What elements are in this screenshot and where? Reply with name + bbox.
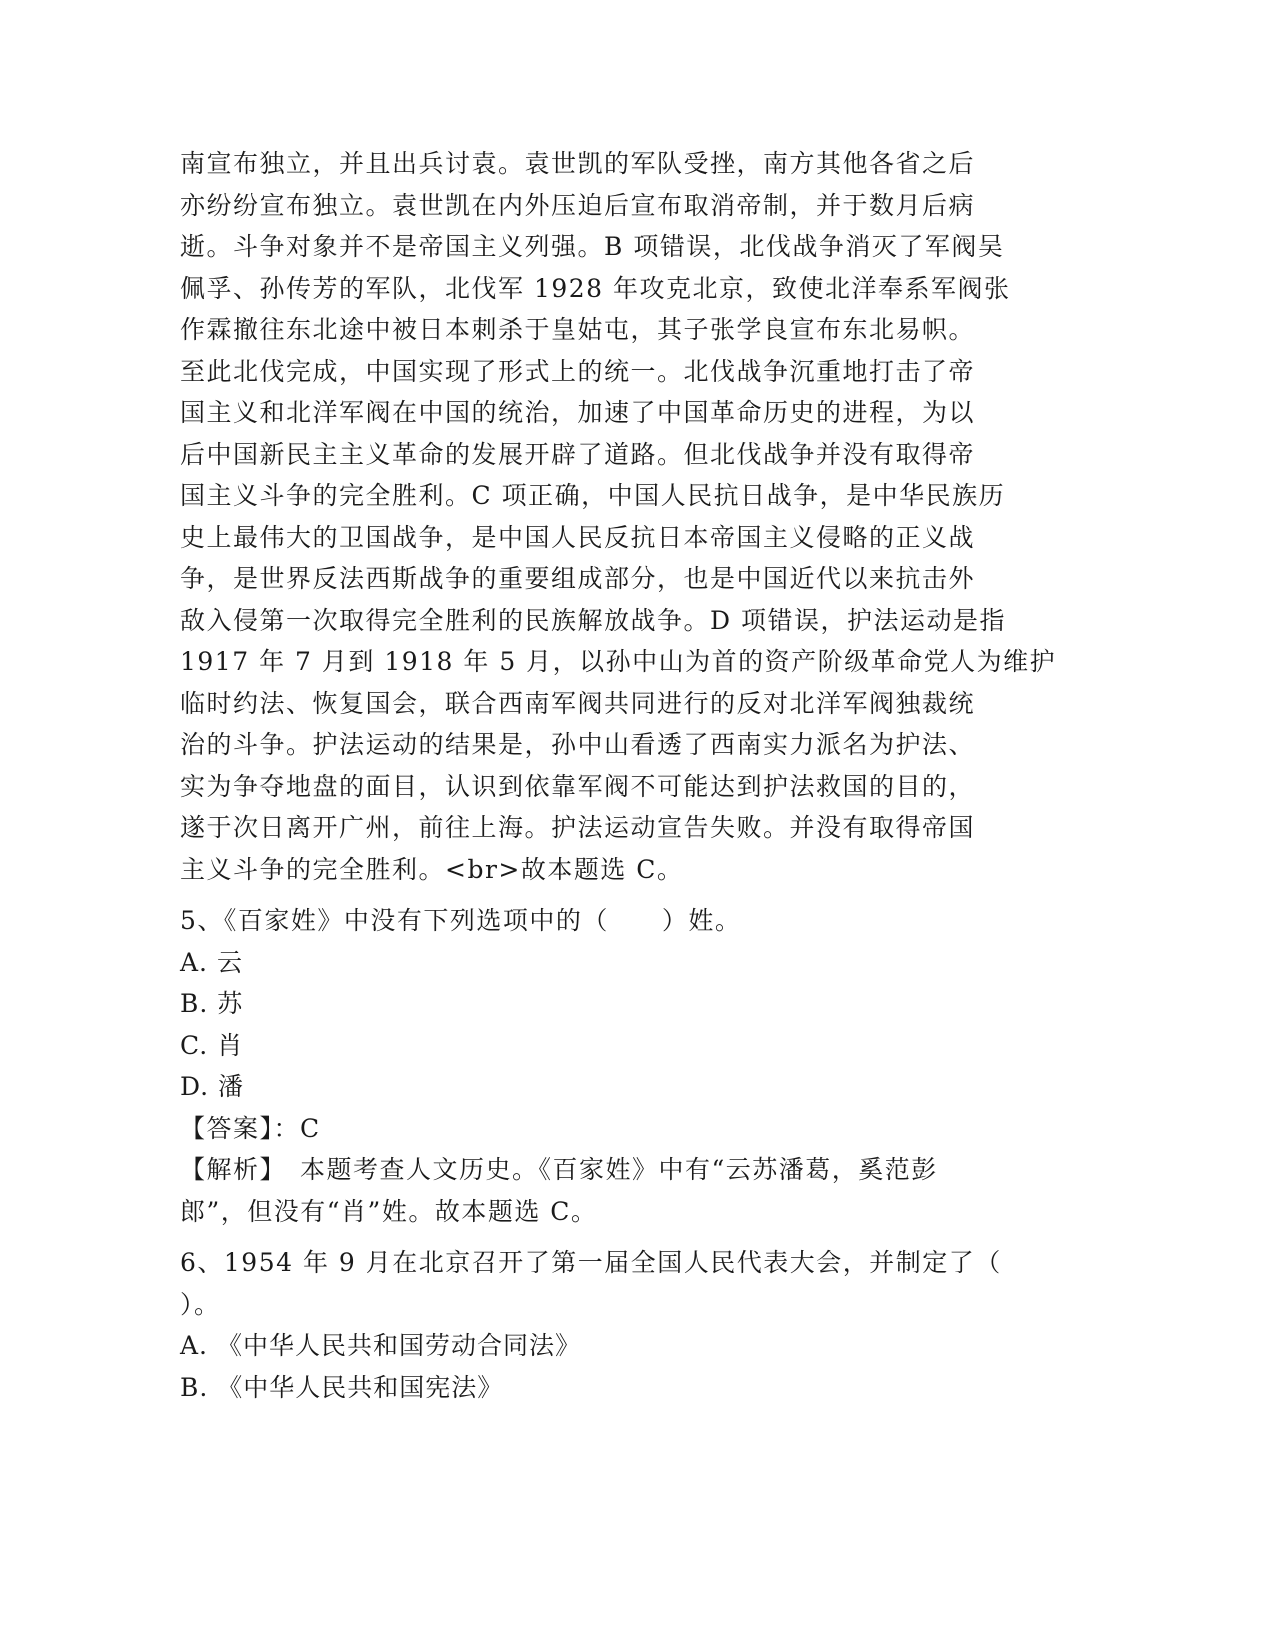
analysis-line: 【解析】 本题考查人文历史。《百家姓》中有“云苏潘葛，奚范彭 [180,1155,938,1184]
explanation-line: 史上最伟大的卫国战争，是中国人民反抗日本帝国主义侵略的正义战 [180,522,976,552]
question-5 [180,900,1040,1232]
explanation-line: 敌入侵第一次取得完全胜利的民族解放战争。D 项错误，护法运动是指 [180,605,1006,635]
explanation-line: 亦纷纷宣布独立。袁世凯在内外压迫后宣布取消帝制，并于数月后病 [180,190,976,220]
analysis-line: 郎”，但没有“肖”姓。故本题选 C。 [180,1196,598,1226]
explanation-line: 佩孚、孙传芳的军队，北伐军 1928 年攻克北京，致使北洋奉系军阀张 [180,273,1011,303]
explanation-line: 作霖撤往东北途中被日本刺杀于皇姑屯，其子张学良宣布东北易帜。 [180,315,976,344]
answer-line: 【答案】：C [180,1113,321,1143]
explanation-line: 临时约法、恢复国会，联合西南军阀共同进行的反对北洋军阀独裁统 [180,688,976,718]
explanation-line: 实为争夺地盘的面目，认识到依靠军阀不可能达到护法救国的目的， [180,771,976,801]
explanation-line: 治的斗争。护法运动的结果是，孙中山看透了西南实力派名为护法、 [180,730,976,759]
explanation-line: 后中国新民主主义革命的发展开辟了道路。但北伐战争并没有取得帝 [180,439,976,469]
explanation-line: 南宣布独立，并且出兵讨袁。袁世凯的军队受挫，南方其他各省之后 [180,149,976,178]
section-gap [180,890,1040,900]
option-d: D. 潘 [180,1072,245,1101]
option-a: A. 云 [180,947,243,977]
explanation-line: 争，是世界反法西斯战争的重要组成部分，也是中国近代以来抗击外 [180,564,976,593]
question-stem-continued: ）。 [180,1289,221,1319]
explanation-line: 至此北伐完成，中国实现了形式上的统一。北伐战争沉重地打击了帝 [180,356,976,386]
explanation-line: 1917 年 7 月到 1918 年 5 月，以孙中山为首的资产阶级革命党人为维护 [180,647,1057,676]
explanation-line: 国主义斗争的完全胜利。C 项正确，中国人民抗日战争，是中华民族历 [180,481,1006,510]
question-6 [180,1242,1040,1408]
q4-explanation [180,143,1057,890]
document-page [180,143,1057,1408]
option-c: C. 肖 [180,1030,244,1060]
question-stem: 5、《百家姓》中没有下列选项中的（ ）姓。 [180,906,742,935]
explanation-line: 遂于次日离开广州，前往上海。护法运动宣告失败。并没有取得帝国 [180,813,976,842]
explanation-line: 主义斗争的完全胜利。<br>故本题选 C。 [180,854,684,884]
explanation-line: 逝。斗争对象并不是帝国主义列强。B 项错误，北伐战争消灭了军阀吴 [180,232,1005,261]
question-stem: 6、1954 年 9 月在北京召开了第一届全国人民代表大会，并制定了（ [180,1248,1002,1277]
section-gap [180,1232,1040,1242]
option-b: B. 《中华人民共和国宪法》 [180,1372,504,1402]
explanation-line: 国主义和北洋军阀在中国的统治，加速了中国革命历史的进程，为以 [180,398,976,427]
option-b: B. 苏 [180,989,244,1018]
option-a: A. 《中华人民共和国劳动合同法》 [180,1331,581,1360]
